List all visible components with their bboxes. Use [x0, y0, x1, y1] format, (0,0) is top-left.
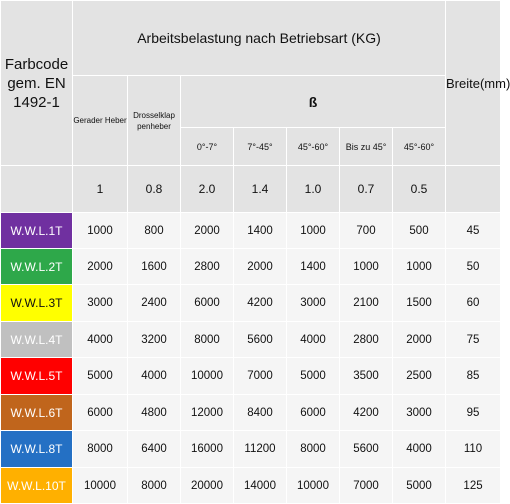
load-value-cell: 20000: [181, 468, 234, 504]
load-value-cell: 11200: [234, 431, 287, 468]
load-value-cell: 4000: [287, 322, 340, 358]
angle-range-header: Bis zu 45°: [340, 128, 393, 166]
load-value-cell: 2400: [128, 285, 181, 322]
load-factor: 1: [73, 166, 128, 213]
load-value-cell: 12000: [181, 395, 234, 431]
load-value-cell: 2500: [393, 358, 446, 395]
breite-value-cell: 60: [446, 285, 501, 322]
load-value-cell: 800: [128, 213, 181, 249]
angle-range-header: 7°-45°: [234, 128, 287, 166]
gerader-heber-header: Gerader Heber: [73, 76, 128, 166]
load-value-cell: 5600: [340, 431, 393, 468]
load-value-cell: 3000: [73, 285, 128, 322]
color-code-cell: W.W.L.2T: [1, 249, 73, 285]
load-factor: 0.8: [128, 166, 181, 213]
load-factor: 2.0: [181, 166, 234, 213]
load-value-cell: 14000: [234, 468, 287, 504]
load-value-cell: 16000: [181, 431, 234, 468]
table-row: [1, 249, 501, 285]
color-code-cell: W.W.L.8T: [1, 431, 73, 468]
drosselklappenheber-header: Drosselklap penheber: [128, 76, 181, 166]
load-value-cell: 5000: [393, 468, 446, 504]
load-value-cell: 5000: [73, 358, 128, 395]
load-value-cell: 6000: [181, 285, 234, 322]
load-value-cell: 4000: [128, 358, 181, 395]
color-code-cell: W.W.L.3T: [1, 285, 73, 322]
load-value-cell: 3000: [393, 395, 446, 431]
breite-value-cell: 125: [446, 468, 501, 504]
breite-value-cell: 50: [446, 249, 501, 285]
load-value-cell: 1000: [340, 249, 393, 285]
load-value-cell: 700: [340, 213, 393, 249]
load-value-cell: 3200: [128, 322, 181, 358]
load-value-cell: 6000: [73, 395, 128, 431]
load-factor: 0.7: [340, 166, 393, 213]
load-value-cell: 8000: [181, 322, 234, 358]
load-value-cell: 5000: [287, 358, 340, 395]
load-factor: 0.5: [393, 166, 446, 213]
factor-spacer: [1, 166, 73, 213]
load-value-cell: 2800: [181, 249, 234, 285]
breite-value-cell: 75: [446, 322, 501, 358]
load-value-cell: 4200: [234, 285, 287, 322]
load-value-cell: 8000: [128, 468, 181, 504]
load-value-cell: 4800: [128, 395, 181, 431]
load-value-cell: 8000: [73, 431, 128, 468]
load-value-cell: 5600: [234, 322, 287, 358]
table-row: [1, 395, 501, 431]
load-value-cell: 1400: [287, 249, 340, 285]
angle-range-header: 45°-60°: [393, 128, 446, 166]
breite-value-cell: 85: [446, 358, 501, 395]
load-value-cell: 2000: [393, 322, 446, 358]
load-value-cell: 8400: [234, 395, 287, 431]
load-value-cell: 4200: [340, 395, 393, 431]
load-value-cell: 7000: [234, 358, 287, 395]
breite-value-cell: 95: [446, 395, 501, 431]
breite-value-cell: 45: [446, 213, 501, 249]
angle-range-header: 45°-60°: [287, 128, 340, 166]
load-value-cell: 3500: [340, 358, 393, 395]
load-value-cell: 10000: [287, 468, 340, 504]
load-factor: 1.0: [287, 166, 340, 213]
load-value-cell: 1400: [234, 213, 287, 249]
load-value-cell: 2000: [73, 249, 128, 285]
load-value-cell: 1600: [128, 249, 181, 285]
load-value-cell: 1000: [287, 213, 340, 249]
load-value-cell: 10000: [73, 468, 128, 504]
load-value-cell: 6400: [128, 431, 181, 468]
load-value-cell: 4000: [73, 322, 128, 358]
load-value-cell: 6000: [287, 395, 340, 431]
load-factor: 1.4: [234, 166, 287, 213]
color-code-cell: W.W.L.10T: [1, 468, 73, 504]
load-value-cell: 2000: [234, 249, 287, 285]
load-value-cell: 10000: [181, 358, 234, 395]
breite-header: Breite(mm): [446, 1, 501, 166]
color-code-cell: W.W.L.1T: [1, 213, 73, 249]
farbcode-header: Farbcode gem. EN 1492-1: [1, 1, 73, 166]
working-load-title: Arbeitsbelastung nach Betriebsart (KG): [73, 1, 446, 76]
table-row: [1, 468, 501, 504]
table-row: [1, 322, 501, 358]
load-value-cell: 500: [393, 213, 446, 249]
load-value-cell: 1000: [393, 249, 446, 285]
load-value-cell: 2800: [340, 322, 393, 358]
load-value-cell: 2100: [340, 285, 393, 322]
load-value-cell: 8000: [287, 431, 340, 468]
color-code-cell: W.W.L.5T: [1, 358, 73, 395]
table-row: [1, 358, 501, 395]
table-row: [1, 285, 501, 322]
load-value-cell: 3000: [287, 285, 340, 322]
load-value-cell: 1500: [393, 285, 446, 322]
beta-angle-header: ß: [181, 76, 446, 128]
load-value-cell: 7000: [340, 468, 393, 504]
color-code-cell: W.W.L.6T: [1, 395, 73, 431]
factor-spacer: [446, 166, 501, 213]
load-value-cell: 2000: [181, 213, 234, 249]
table-row: [1, 213, 501, 249]
load-value-cell: 4000: [393, 431, 446, 468]
table-row: [1, 431, 501, 468]
breite-value-cell: 110: [446, 431, 501, 468]
load-value-cell: 1000: [73, 213, 128, 249]
color-code-cell: W.W.L.4T: [1, 322, 73, 358]
angle-range-header: 0°-7°: [181, 128, 234, 166]
